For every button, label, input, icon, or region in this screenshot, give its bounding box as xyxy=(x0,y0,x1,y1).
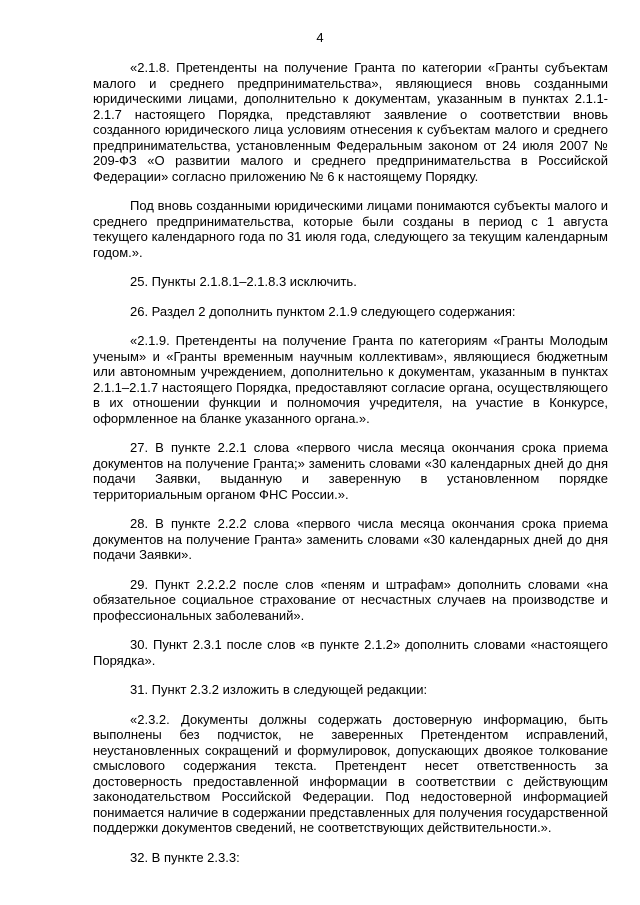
paragraph-2-1-9: «2.1.9. Претенденты на получение Гранта по категориям «Гранты Молодым ученым» и «Гранты временным научным коллективам», являющиеся бюджетным или автономным учреждением, дополнительно к документам, указанным в пунктах 2.1.1–2.1.7 настоящего Порядка, предоставляют согласие органа, осуществляющего в их отношении функции и полномочия учредителя, на участие в Конкурсе, оформленное на бланке указанного органа.». xyxy=(93,333,608,426)
paragraph-2-1-8: «2.1.8. Претенденты на получение Гранта по категории «Гранты субъектам малого и среднего предпринимательства», являющиеся вновь созданными юридическими лицами, дополнительно к документам, указанным в пунктах 2.1.1-2.1.7 настоящего Порядка, представляют заявление о соответствии вновь созданного юридического лица условиям отнесения к субъектам малого и среднего предпринимательства, установленным Федеральным законом от 24 июля 2007 № 209-ФЗ «О развитии малого и среднего предпринимательства в Российской Федерации» согласно приложению № 6 к настоящему Порядку. xyxy=(93,60,608,184)
paragraph-30: 30. Пункт 2.3.1 после слов «в пункте 2.1.2» дополнить словами «настоящего Порядка». xyxy=(93,637,608,668)
paragraph-28: 28. В пункте 2.2.2 слова «первого числа месяца окончания срока приема документов на получение Гранта» заменить словами «30 календарных дней до дня подачи Заявки». xyxy=(93,516,608,562)
document-body xyxy=(93,60,608,879)
paragraph-definition: Под вновь созданными юридическими лицами понимаются субъекты малого и среднего предпринимательства, которые были созданы в период с 1 августа текущего календарного года по 31 июля года, следующего за текущим календарным годом.». xyxy=(93,198,608,260)
paragraph-2-3-2: «2.3.2. Документы должны содержать достоверную информацию, быть выполнены без подчисток, не заверенных Претендентом исправлений, неустановленных сокращений и формулировок, допускающих двоякое толкование смыслового содержания текста. Претендент несет ответственность за достоверность предоставленной информации в соответствии с действующим законодательством Российской Федерации. Под недостоверной информацией понимается наличие в содержании представленных для получения государственной поддержки документов сведений, не соответствующих действительности.». xyxy=(93,711,608,835)
paragraph-25: 25. Пункты 2.1.8.1–2.1.8.3 исключить. xyxy=(130,274,357,289)
page-number: 4 xyxy=(316,30,324,45)
paragraph-27: 27. В пункте 2.2.1 слова «первого числа месяца окончания срока приема документов на получение Гранта;» заменить словами «30 календарных дней до дня подачи Заявки, выданную и заверенную в установленном порядке территориальным органом ФНС России.». xyxy=(93,440,608,502)
paragraph-29: 29. Пункт 2.2.2.2 после слов «пеням и штрафам» дополнить словами «на обязательное социальное страхование от несчастных случаев на производстве и профессиональных заболеваний». xyxy=(93,576,608,623)
paragraph-26: 26. Раздел 2 дополнить пунктом 2.1.9 следующего содержания: xyxy=(130,303,516,319)
paragraph-31: 31. Пункт 2.3.2 изложить в следующей редакции: xyxy=(130,682,428,697)
paragraph-32: 32. В пункте 2.3.3: xyxy=(130,849,240,865)
